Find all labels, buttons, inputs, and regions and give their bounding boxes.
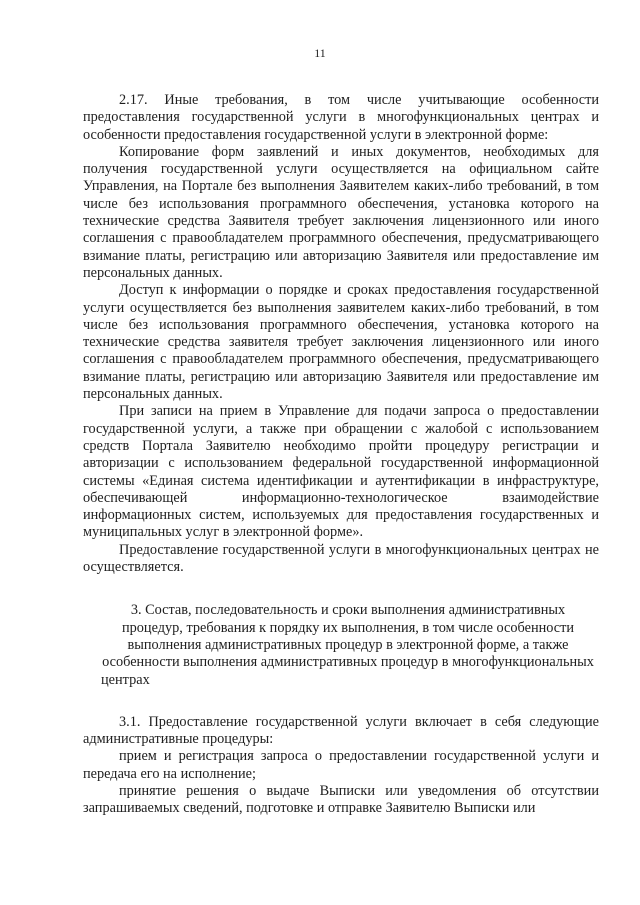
- paragraph-mfc: Предоставление государственной услуги в многофункциональных центрах не осуществляется.: [83, 541, 599, 576]
- paragraph-registration: При записи на прием в Управление для подачи запроса о предоставлении государственной услуги, а также при обращении с жалобой с использованием средств Портала Заявителю необходимо пройти процедуру регистрации и авторизации с использованием федеральной государственной информационной системы «Единая система идентификации и аутентификации в инфраструктуре, обеспечивающей информационно-технологическое взаимодействие информационных систем, используемых для предоставления государственных и муниципальных услуг в электронной форме».: [83, 403, 599, 541]
- document-body: [83, 92, 599, 818]
- paragraph-procedure-1: прием и регистрация запроса о предоставлении государственной услуги и передача его на исполнение;: [83, 748, 599, 782]
- paragraph-3-1: 3.1. Предоставление государственной услуги включает в себя следующие административные процедуры:: [83, 713, 599, 748]
- page-number: 11: [314, 46, 326, 60]
- paragraph-procedure-2: принятие решения о выдаче Выписки или уведомления об отсутствии запрашиваемых сведений, подготовке и отправке Заявителю Выписки или: [83, 782, 599, 817]
- section-heading: 3. Состав, последовательность и сроки выполнения административных процедур, требования к порядку их выполнения, в том числе особенности выполнения административных процедур в электронной форме, а также особенности выполнения административных процедур в многофункциональных центрах: [101, 602, 594, 688]
- paragraph-info-access: Доступ к информации о порядке и сроках предоставления государственной услуги осуществляется без выполнения заявителем каких-либо требований, в том числе без использования программного обеспечения, установка которого на технические средства заявителя требует заключения лицензионного или иного соглашения с правообладателем программного обеспечения, предусматривающего взимание платы, регистрацию или авторизацию Заявителя или предоставление им персональных данных.: [83, 282, 599, 403]
- paragraph-2-17: 2.17. Иные требования, в том числе учитывающие особенности предоставления государственной услуги в многофункциональных центрах и особенности предоставления государственной услуги в электронной форме:: [83, 92, 599, 143]
- paragraph-copying-forms: Копирование форм заявлений и иных документов, необходимых для получения государственной услуги осуществляется на официальном сайте Управления, на Портале без выполнения Заявителем каких-либо требований, в том числе без использования программного обеспечения, установка которого на технические средства Заявителя требует заключения лицензионного или иного соглашения с правообладателем программного обеспечения, предусматривающего взимание платы, регистрацию или авторизацию Заявителя или предоставление им персональных данных.: [83, 143, 599, 281]
